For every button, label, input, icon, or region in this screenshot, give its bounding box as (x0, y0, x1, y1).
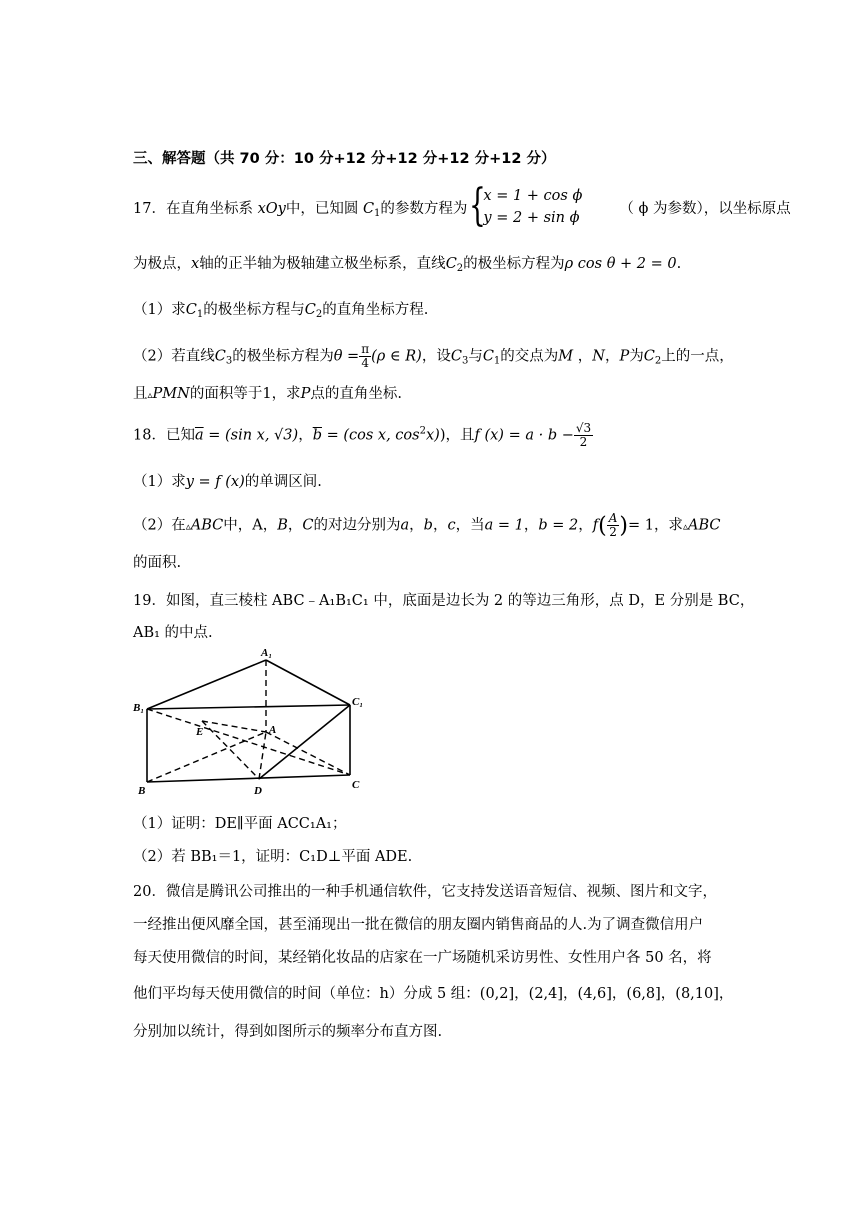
q17-part2-line2: 且▵PMN的面积等于1，求P点的直角坐标. (133, 386, 402, 402)
q20-line3: 每天使用微信的时间，某经销化妆品的店家在一广场随机采访男性、女性用户各 50 名，将 (133, 950, 712, 966)
q19-part1: （1）证明：DE∥平面 ACC₁A₁； (133, 816, 347, 832)
q19-line1: 19．如图，直三棱柱 ABC﹣A₁B₁C₁ 中，底面是边长为 2 的等边三角形，点 D，E 分别是 BC， (133, 593, 755, 609)
edge-ed (202, 721, 259, 779)
label-a: A (269, 724, 277, 736)
edge-c1d (259, 705, 350, 779)
q19-part2: （2）若 BB₁＝1，证明：C₁D⊥平面 ADE. (133, 849, 413, 865)
edge-bc (147, 775, 350, 782)
q19-line2: AB₁ 的中点. (133, 625, 213, 641)
section-header: 三、解答题（共 70 分：10 分+12 分+12 分+12 分+12 分） (133, 151, 556, 167)
edge-ad (259, 732, 266, 779)
label-b1: B₁ (133, 702, 145, 714)
q18-part2-line1: （2）在▵ABC中，A，B，C的对边分别为a，b，c，当a = 1，b = 2，f( $\frac{A}{2}$ )= 1，求▵ABC (133, 511, 721, 539)
q17-part1: （1）求$C_1$的极坐标方程与$C_2$的直角坐标方程. (133, 302, 429, 320)
q20-line1: 20．微信是腾讯公司推出的一种手机通信软件，它支持发送语音短信、视频、图片和文字， (133, 884, 717, 900)
q18-part2-line2: 的面积. (133, 555, 182, 571)
label-c: C (352, 779, 360, 791)
edge-a1c1 (266, 660, 350, 705)
label-a1: A₁ (261, 647, 273, 659)
param-equation-system: { x = 1 + cos ϕ y = 2 + sin ϕ (469, 180, 583, 231)
edge-ba (147, 732, 266, 782)
edge-b1c-dashed (147, 709, 350, 775)
label-d: D (254, 785, 262, 797)
q17-line1: 17．在直角坐标系 xOy中，已知圆 $C_1$的参数方程为 { x = 1 + cos ϕ y = 2 + sin ϕ （ ϕ 为参数），以坐标原点 (133, 180, 791, 231)
q20-line4: 他们平均每天使用微信的时间（单位：h）分成 5 组：(0,2]，(2,4]，(4,6]，(6,8]，(8,10]， (133, 986, 734, 1002)
q20-line5: 分别加以统计，得到如图所示的频率分布直方图. (133, 1024, 443, 1040)
edge-b1a1 (147, 660, 266, 709)
q18-line1: 18．已知$\overline{a} = (\sin$ x, √3)，$\overline{b} = (\cos$ x, $\cos^2x$))，且f (x) = a · b − $\frac{√3}{2}$ (133, 421, 592, 449)
prism-figure (130, 645, 370, 800)
edge-b1c1 (147, 705, 350, 709)
q20-line2: 一经推出便风靡全国，甚至涌现出一批在微信的朋友圈内销售商品的人.为了调查微信用户 (133, 917, 704, 933)
q17-line2: 为极点，x轴的正半轴为极轴建立极坐标系，直线$C_2$的极坐标方程为ρ cos θ + 2 = 0. (133, 256, 682, 274)
q17-part2-line1: （2）若直线$C_3$的极坐标方程为θ = $\frac{\pi}{4}$ (ρ ∈ R)，设$C_3$与$C_1$的交点为M ，N，P为$C_2$上的一点， (133, 342, 734, 370)
label-e: E (196, 726, 204, 738)
label-c1: C₁ (352, 696, 364, 708)
q18-part1: （1）求y = f (x)的单调区间. (133, 474, 322, 490)
label-b: B (138, 785, 146, 797)
